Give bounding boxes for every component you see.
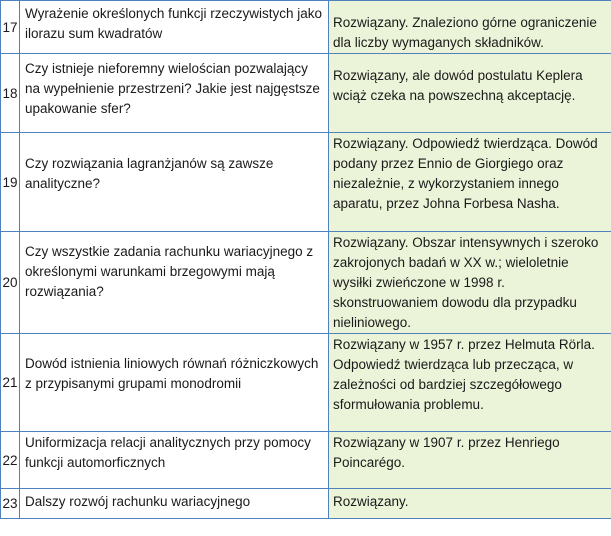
status-cell [329,432,611,489]
status-cell [329,54,611,133]
problem-cell [20,489,329,519]
row-number: 20 [1,232,20,334]
problem-text: Czy istnieje nieforemny wielościan pozwalający na wypełnienie przestrzeni? Jakie jest najgęstsze upakowanie sfer? [25,61,320,116]
table-row [1,489,611,519]
row-number: 18 [1,54,20,133]
problem-text: Wyrażenie określonych funkcji rzeczywistych jako ilorazu sum kwadratów [25,6,322,41]
status-text: Rozwiązany. [333,494,409,509]
table-row [1,432,611,489]
problem-cell [20,1,329,54]
problem-text: Uniformizacja relacji analitycznych przy pomocy funkcji automorficznych [25,435,311,470]
status-text: Rozwiązany. Znaleziono górne ograniczenie dla liczby wymaganych składników. [333,15,597,50]
problem-cell [20,54,329,133]
problem-cell [20,232,329,334]
problem-cell [20,133,329,232]
table-row [1,232,611,334]
status-text: Rozwiązany. Obszar intensywnych i szeroko zakrojonych badań w XX w.; wieloletnie wysiłki zwieńczone w 1998 r. skonstruowaniem dowodu dla przypadku nieliniowego. [333,235,599,330]
row-number: 17 [1,1,20,54]
problem-text: Dalszy rozwój rachunku wariacyjnego [25,494,251,509]
status-cell [329,133,611,232]
problem-cell [20,432,329,489]
status-text: Rozwiązany. Odpowiedź twierdząca. Dowód podany przez Ennio de Giorgiego oraz niezależnie, z wykorzystaniem innego aparatu, przez Johna Forbesa Nasha. [333,136,598,211]
table-row [1,1,611,54]
status-text: Rozwiązany w 1957 r. przez Helmuta Rörla. Odpowiedź twierdząca lub przecząca, w zależności od bardziej szczegółowego sformułowania problemu. [333,337,595,412]
status-cell [329,1,611,54]
table-row [1,133,611,232]
problem-text: Czy rozwiązania lagranżjanów są zawsze analityczne? [25,156,274,191]
status-text: Rozwiązany w 1907 r. przez Henriego Poincarégo. [333,435,560,470]
table-row [1,54,611,133]
problem-text: Dowód istnienia liniowych równań różniczkowych z przypisanymi grupami monodromii [25,356,319,391]
row-number: 22 [1,432,20,489]
row-number: 21 [1,334,20,432]
status-cell [329,489,611,519]
row-number: 23 [1,489,20,519]
status-cell [329,232,611,334]
row-number: 19 [1,133,20,232]
status-cell [329,334,611,432]
problem-cell [20,334,329,432]
status-text: Rozwiązany, ale dowód postulatu Keplera wciąż czeka na powszechną akceptację. [333,68,583,103]
table-row [1,334,611,432]
problem-text: Czy wszystkie zadania rachunku wariacyjnego z określonymi warunkami brzegowymi mają rozwiązania? [25,244,314,299]
